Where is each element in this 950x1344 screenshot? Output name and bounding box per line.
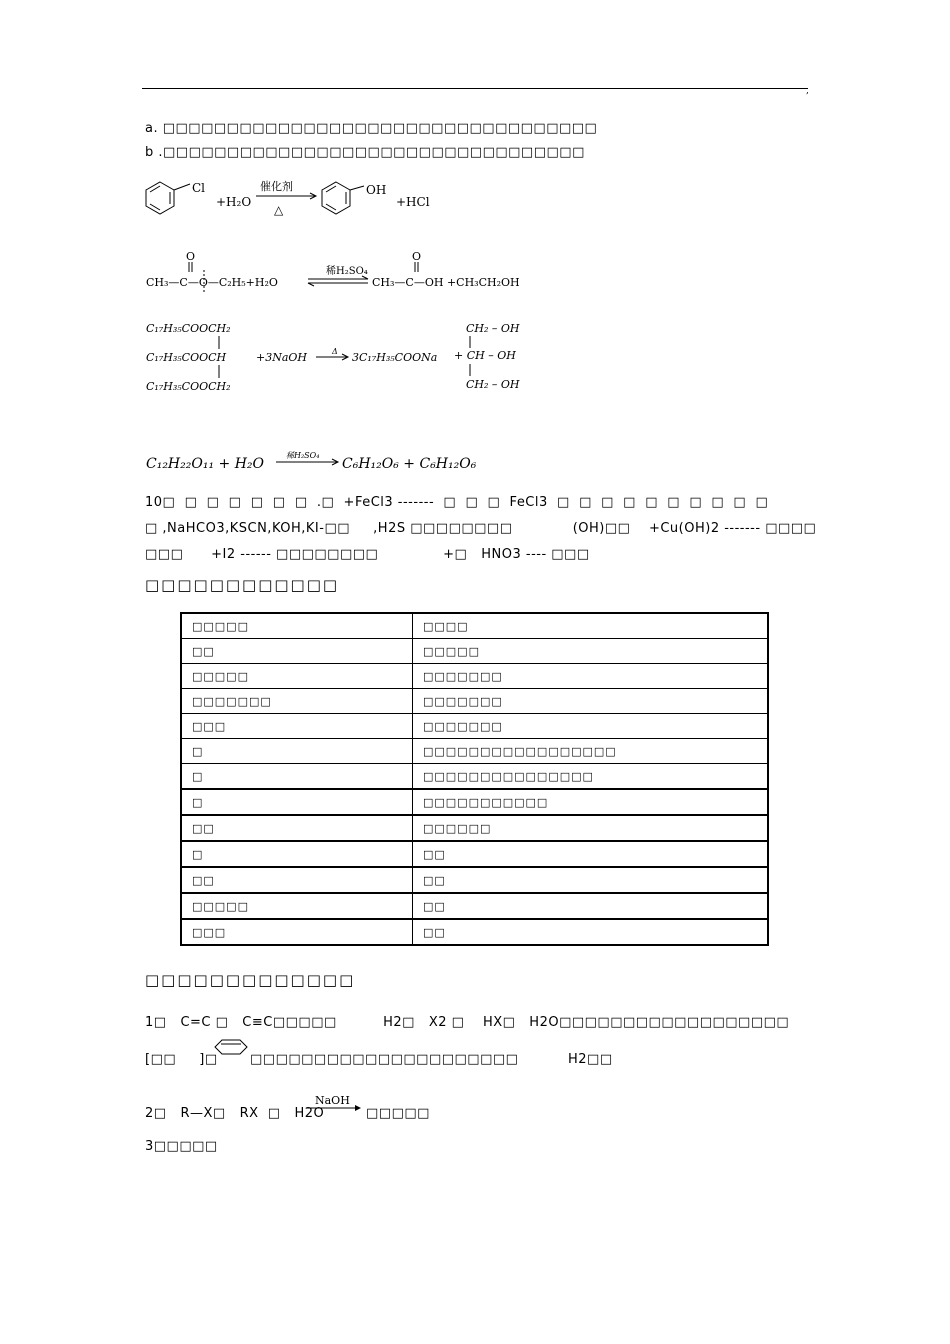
table-row [181,689,768,714]
eq3-g3: CH₂ – OH [466,378,520,391]
table-cell: □□ [413,919,769,945]
line-b: b .□□□□□□□□□□□□□□□□□□□□□□□□□□□□□□□□□ [145,145,585,160]
eq3-reagent: +3NaOH [256,351,308,364]
header-mark: , [806,86,809,96]
equation-sucrose-hydrolysis [146,446,496,476]
table-cell: □□ [181,639,413,664]
section1-title: □□□□□□□□□□□□ [145,576,340,594]
eq2-condition: 稀H₂SO₄ [326,266,368,277]
phenol-ring-icon [322,182,364,214]
table-cell: □□ [181,815,413,841]
item2-arrow [305,1092,365,1116]
table-cell: □□ [413,893,769,919]
table-cell: □□□ [181,919,413,945]
table-cell: □□ [413,841,769,867]
eq1-cl: Cl [192,181,206,195]
equation-chlorobenzene-hydrolysis [140,170,460,230]
table-cell: □□□□□□□ [413,689,769,714]
table-row [181,714,768,739]
benzene-icon [214,1036,248,1058]
table-row [181,664,768,689]
table-cell: □ [181,739,413,764]
line-a: a. □□□□□□□□□□□□□□□□□□□□□□□□□□□□□□□□□□ [145,121,598,136]
item1b-right: H2□□ [568,1052,613,1067]
table-cell: □□□□□□□ [181,689,413,714]
eq3-g1: CH₂ – OH [466,322,520,335]
equation-saponification [146,318,546,398]
eq2-left: CH₃—C—O—C₂H₅+H₂O [146,276,278,289]
eq4-condition: 稀H₂SO₄ [286,451,320,460]
item2-tail: □□□□□ [366,1106,430,1121]
eq2-o-top-right: O [412,250,422,263]
table-cell: □□□□□□ [413,815,769,841]
eq4-left: C₁₂H₂₂O₁₁ + H₂O [146,456,265,472]
header-rule [142,88,808,89]
eq2-right: CH₃—C—OH +CH₃CH₂OH [372,276,520,289]
table-cell: □□□□□□□□□□□□□□□□□ [413,739,769,764]
eq4-right: C₆H₁₂O₆ + C₆H₁₂O₆ [342,456,477,472]
table-row [181,841,768,867]
eq1-oh: OH [366,183,387,197]
item2-condition: NaOH [315,1094,350,1107]
table-cell: □□□□□ [181,664,413,689]
table-row [181,893,768,919]
eq3-condition: Δ [332,347,338,356]
item1b-left: [□□ ]□ [145,1052,218,1067]
table-cell: □□□□□□□□□□□ [413,789,769,815]
table-cell: □□□□□□□ [413,714,769,739]
table-cell: □ [181,764,413,790]
para10-line2: □ ,NaHCO3,KSCN,KOH,KI-□□ ,H2S □□□□□□□□ (OH)□□ +Cu(OH)2 ------- □□□□ [145,521,817,536]
reagent-table [180,612,769,946]
table-cell: □□□□□□□ [413,664,769,689]
table-row [181,867,768,893]
table-row [181,919,768,945]
eq3-r2: C₁₇H₃₅COOCH [146,351,227,364]
eq1-h2o: +H₂O [216,195,252,209]
para10-line1: 10□ □ □ □ □ □ □ .□ +FeCl3 ------- □ □ □ FeCl3 □ □ □ □ □ □ □ □ □ □ [145,495,769,510]
table-row [181,764,768,790]
section2-title: □□□□□□□□□□□□□ [145,971,356,989]
table-cell: □□□□□ [181,613,413,639]
table-cell: □ [181,841,413,867]
item1b-mid: □□□□□□□□□□□□□□□□□□□□□ [250,1052,519,1067]
table-cell: □□□□□□□□□□□□□□□ [413,764,769,790]
eq1-catalyst: 催化剂 [260,180,293,193]
eq3-g2: + CH – OH [454,349,516,362]
table-cell: □□□ [181,714,413,739]
table-cell: □□□□□ [181,893,413,919]
table-cell: □□ [181,867,413,893]
para10-line3: □□□ +I2 ------ □□□□□□□□ +□ HNO3 ---- □□□ [145,547,590,562]
table-row [181,739,768,764]
eq1-heat: △ [274,203,284,217]
item3-text: 3□□□□□ [145,1139,218,1154]
table-cell: □□□□ [413,613,769,639]
table-row [181,639,768,664]
eq2-o-top-left: O [186,250,196,263]
table-row [181,789,768,815]
item1-text: 1□ C=C □ C≡C□□□□□ H2□ X2 □ HX□ H2O□□□□□□□□□□□□□□□□□□ [145,1015,790,1030]
eq3-product: 3C₁₇H₃₅COONa [352,351,438,364]
eq3-r1: C₁₇H₃₅COOCH₂ [146,322,231,335]
item2-text: 2□ R—X□ RX □ H2O [145,1106,325,1121]
eq3-r3: C₁₇H₃₅COOCH₂ [146,380,231,393]
eq1-hcl: +HCl [396,195,430,209]
benzene-ring-icon [146,182,190,214]
table-cell: □ [181,789,413,815]
table-row [181,815,768,841]
table-cell: □□ [413,867,769,893]
table-row [181,613,768,639]
equation-ester-hydrolysis [146,248,546,293]
table-cell: □□□□□ [413,639,769,664]
